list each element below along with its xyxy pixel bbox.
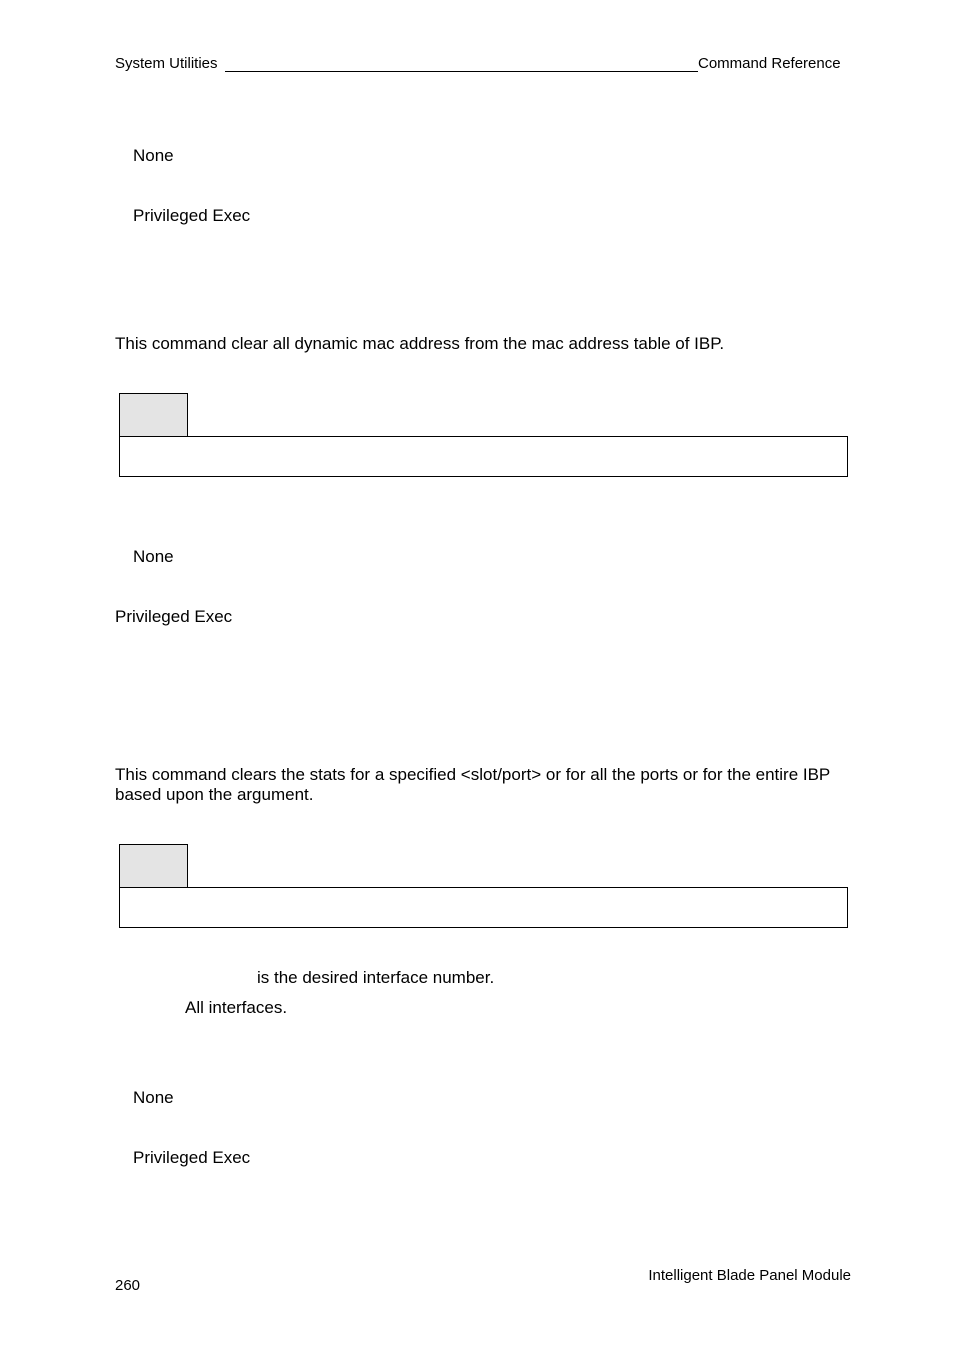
section2-syntax-tab (119, 393, 188, 436)
header-section-title: System Utilities (115, 55, 218, 72)
section3-default-value: None (133, 1088, 174, 1107)
section2-default-value: None (133, 547, 174, 566)
section3-param-all: All interfaces. (185, 998, 288, 1017)
section3-param-slot-port: is the desired interface number. (257, 968, 495, 987)
page-number: 260 (115, 1277, 141, 1294)
section3-mode-value: Privileged Exec (133, 1148, 251, 1167)
section1-mode-value: Privileged Exec (133, 206, 251, 225)
section3-description: This command clears the stats for a specified <slot/port> or for all the ports or for the entire IBP based upon the argument. (115, 765, 830, 804)
section3-syntax-tab (119, 844, 188, 887)
section2-description: This command clear all dynamic mac address from the mac address table of IBP. (115, 334, 725, 353)
section1-default-value: None (133, 146, 174, 165)
header-rule (225, 71, 698, 72)
footer-product-name: Intelligent Blade Panel Module (648, 1267, 851, 1284)
section2-syntax-box (119, 436, 848, 477)
section2-mode-value: Privileged Exec (115, 607, 233, 626)
section3-syntax-box (119, 887, 848, 928)
header-doc-title: Command Reference (698, 55, 841, 72)
